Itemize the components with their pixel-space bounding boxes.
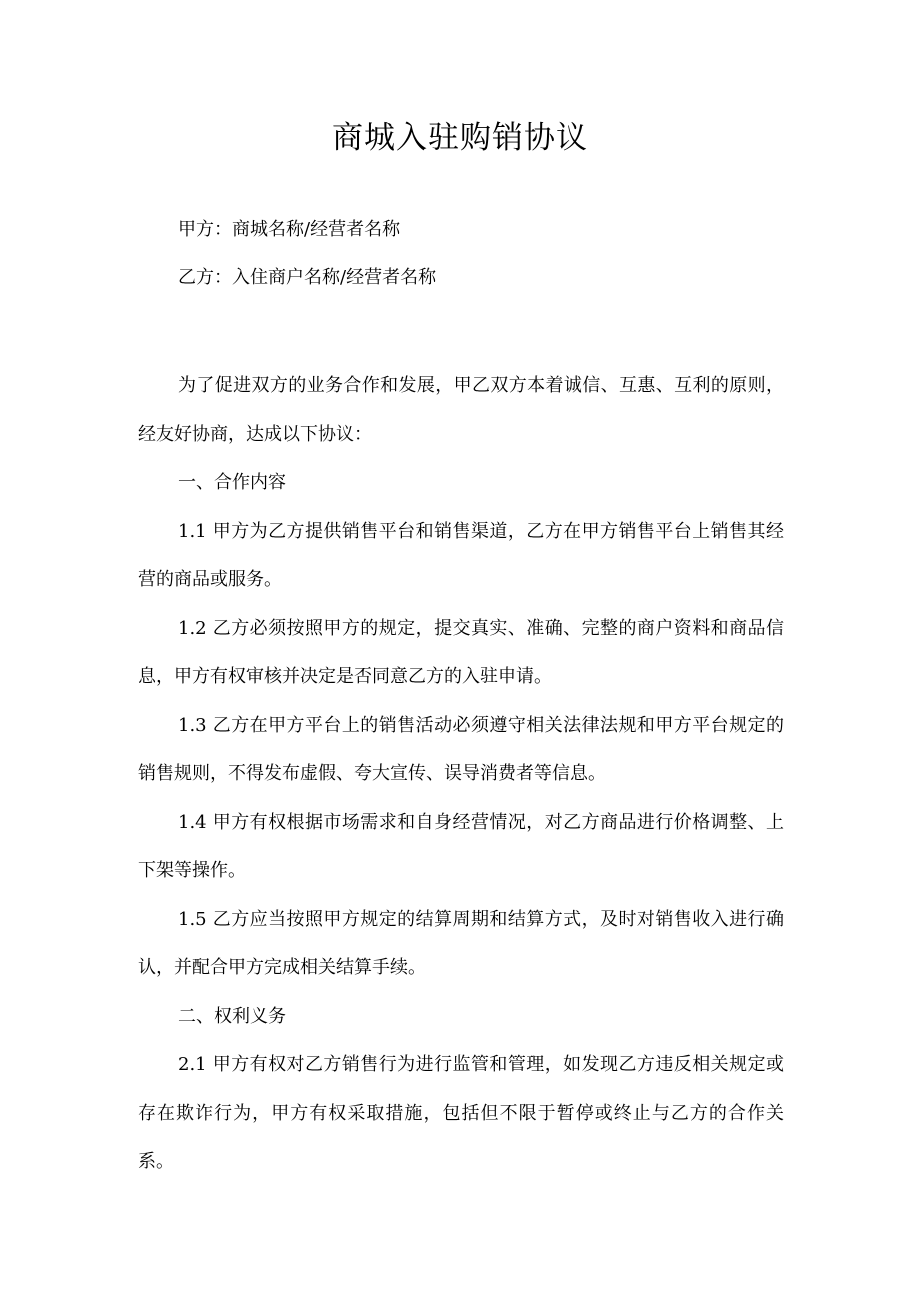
party-b-line: 乙方：入住商户名称/经营者名称 bbox=[178, 267, 437, 288]
agreement-body bbox=[138, 362, 784, 1187]
clause-1-5: 1.5 乙方应当按照甲方规定的结算周期和结算方式，及时对销售收入进行确认，并配合甲方完成相关结算手续。 bbox=[138, 908, 784, 978]
clause-1-2: 1.2 乙方必须按照甲方的规定，提交真实、准确、完整的商户资料和商品信息，甲方有权审核并决定是否同意乙方的入驻申请。 bbox=[138, 617, 784, 687]
clause-1-3: 1.3 乙方在甲方平台上的销售活动必须遵守相关法律法规和甲方平台规定的销售规则，不得发布虚假、夸大宣传、误导消费者等信息。 bbox=[138, 714, 784, 784]
clause-2-1: 2.1 甲方有权对乙方销售行为进行监管和管理，如发现乙方违反相关规定或存在欺诈行为，甲方有权采取措施，包括但不限于暂停或终止与乙方的合作关系。 bbox=[138, 1054, 784, 1172]
clause-1-1: 1.1 甲方为乙方提供销售平台和销售渠道，乙方在甲方销售平台上销售其经营的商品或服务。 bbox=[138, 520, 784, 590]
section-heading-rights: 二、权利义务 bbox=[178, 1005, 286, 1027]
document-title: 商城入驻购销协议 bbox=[332, 120, 588, 156]
party-a-line: 甲方：商城名称/经营者名称 bbox=[178, 219, 401, 240]
section-heading-cooperation: 一、合作内容 bbox=[178, 472, 286, 493]
clause-1-4: 1.4 甲方有权根据市场需求和自身经营情况，对乙方商品进行价格调整、上下架等操作。 bbox=[138, 811, 784, 881]
intro-paragraph: 为了促进双方的业务合作和发展，甲乙双方本着诚信、互惠、互利的原则，经友好协商，达成以下协议： bbox=[138, 375, 784, 445]
